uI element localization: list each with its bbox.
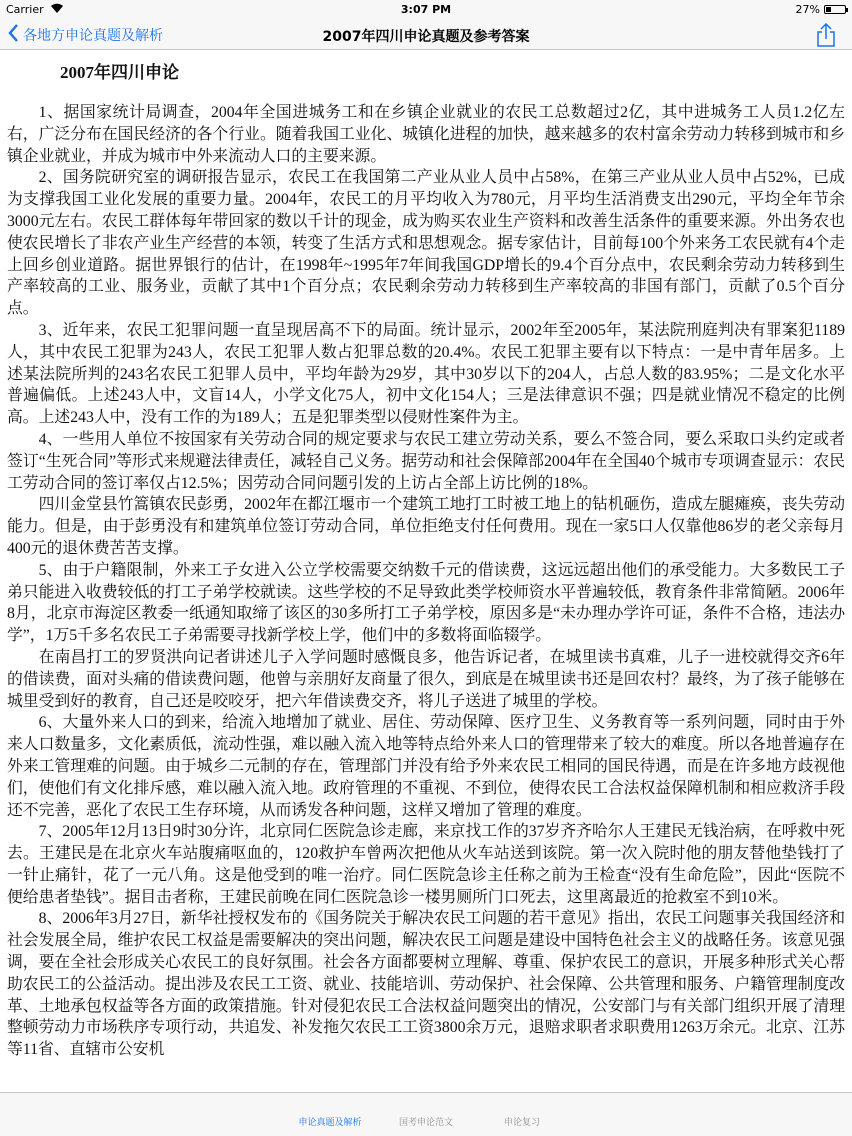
page-title: 2007年四川申论真题及参考答案	[322, 29, 530, 45]
status-time: 3:07 PM	[400, 3, 452, 16]
paragraph: 7、2005年12月13日9时30分许，北京同仁医院急诊走廊，来京找工作的37岁齐齐哈尔人王建民无钱治病，在呼救中死去。王建民是在北京火车站腹痛呕血的，120救护车曾两次把他从火车站送到该院。第一次入院时他的朋友替他垫钱打了一针止痛针，花了一元八角。这是他受到的唯一治疗。同仁医院急诊主任称之前为王检查“没有生命危险”，因此“医院不便给患者垫钱”。据目击者称，王建民前晚在同仁医院急诊一楼男厕所门口死去，这里离最近的抢救室不到10米。	[7, 823, 845, 906]
paragraph: 6、大量外来人口的到来，给流入地增加了就业、居住、劳动保障、医疗卫生、义务教育等一系列问题，同时由于外来人口数量多，文化素质低，流动性强，难以融入流入地等特点给外来人口的管理带来了较大的难度。所以各地普遍存在外来工管理难的问题。由于城乡二元制的存在，管理部门并没有给予外来农民工相同的国民待遇，而是在许多地方歧视他们，使他们有文化排斥感，难以融入流入地。政府管理的不重视、不到位，使得农民工合法权益保障机制和相应救济手段还不完善，恶化了农民工生存环境，从而诱发各种问题，这样又增加了管理的难度。	[7, 714, 845, 819]
share-icon	[816, 23, 836, 47]
document-body	[7, 102, 845, 1061]
status-right	[796, 3, 846, 16]
paragraph: 3、近年来，农民工犯罪问题一直呈现居高不下的局面。统计显示，2002年至2005年，某法院刑庭判决有罪案犯1189人，其中农民工犯罪为243人，农民工犯罪人数占犯罪总数的20.4%。农民工犯罪主要有以下特点：一是中青年居多。上述某法院所判的243名农民工犯罪人员中，平均年龄为29岁，其中30岁以下的204人，占总人数的83.95%；二是文化水平普遍偏低。上述243人中，文盲14人，小学文化75人，初中文化154人；三是法律意识不强；四是就业情况不稳定的比例高。上述243人中，没有工作的为189人；五是犯罪类型以侵财性案件为主。	[7, 321, 845, 427]
battery-fill	[826, 7, 831, 12]
tab-bar	[0, 1092, 852, 1136]
document-view[interactable]	[0, 50, 852, 1092]
share-button[interactable]	[816, 23, 836, 47]
navigation-bar	[0, 20, 852, 50]
paragraph: 1、据国家统计局调查，2004年全国进城务工和在乡镇企业就业的农民工总数超过2亿，其中进城务工人员1.2亿左右，广泛分布在国民经济的各个行业。随着我国工业化、城镇化进程的加快，越来越多的农村富余劳动力转移到城市和乡镇企业就业，并成为城市中外来流动人口的主要来源。	[7, 104, 845, 165]
paragraph: 四川金堂县竹篙镇农民彭勇，2002年在都江堰市一个建筑工地打工时被工地上的钻机砸伤，造成左腿瘫痪，丧失劳动能力。但是，由于彭勇没有和建筑单位签订劳动合同，单位拒绝支付任何费用。现在一家5口人仅靠他86岁的老父亲每月400元的退休费苦苦支撑。	[7, 496, 845, 557]
battery-icon	[824, 5, 846, 14]
carrier-label: Carrier	[6, 3, 44, 16]
tab-item[interactable]: 申论真题及解析	[298, 1118, 362, 1128]
paragraph: 在南昌打工的罗贤洪向记者讲述儿子入学问题时感慨良多，他告诉记者，在城里读书真难，儿子一进校就得交齐6年的借读费，面对头痛的借读费问题，他曾与亲朋好友商量了很久，到底是在城里读书还是回农村？最终，为了孩子能够在城里受到好的教育，自己还是咬咬牙，把六年借读费交齐，将儿子送进了城里的学校。	[7, 648, 845, 710]
paragraph: 2、国务院研究室的调研报告显示，农民工在我国第二产业从业人员中占58%，在第三产业从业人员中占52%，已成为支撑我国工业化发展的重要力量。2004年，农民工的月平均收入为780元，月平均生活消费支出290元，平均全年节余3000元左右。农民工群体每年带回家的数以千计的现金，成为购买农业生产资料和改善生活条件的重要来源。外出务农也使农民增长了非农产业生产经营的本领，转变了生活方式和思想观念。据专家估计，目前每100个外来务工农民就有4个走上回乡创业道路。据世界银行的估计，在1998年~1995年7年间我国GDP增长的9.4个百分点中，农民剩余劳动力转移到生产率较高的工业、服务业，贡献了其中1个百分点；农民剩余劳动力转移到生产率较高的非国有部门，贡献了0.5个百分点。	[7, 169, 845, 318]
tab-item[interactable]: 国考申论范文	[398, 1118, 453, 1128]
back-button-label: 各地方申论真题及解析	[23, 27, 163, 44]
battery-percent: 27%	[795, 3, 820, 16]
paragraph: 5、由于户籍限制，外来工子女进入公立学校需要交纳数千元的借读费，这远远超出他们的承受能力。大多数民工子弟只能进入收费较低的打工子弟学校就读。这些学校的不足导致此类学校师资水平普遍较低，教育条件非常简陋。2006年8月，北京市海淀区教委一纸通知取缔了该区的30多所打工子弟学校，原因多是“未办理办学许可证，条件不合格，违法办学”，1万5千多名农民工子弟需要寻找新学校上学，他们中的多数将面临辍学。	[7, 561, 845, 645]
status-bar	[0, 0, 852, 20]
chevron-left-icon	[8, 24, 19, 45]
back-button[interactable]	[8, 24, 163, 45]
paragraph: 8、2006年3月27日，新华社授权发布的《国务院关于解决农民工问题的若干意见》指出，农民工问题事关我国经济和社会发展全局，维护农民工权益是需要解决的突出问题，解决农民工问题是建设中国特色社会主义的战略任务。该意见强调，要在全社会形成关心农民工的良好氛围。社会各方面都要树立理解、尊重、保护农民工的意识，开展多种形式关心帮助农民工的公益活动。提出涉及农民工工资、就业、技能培训、劳动保护、社会保障、公共管理和服务、户籍管理制度改革、土地承包权益等各方面的政策措施。针对侵犯农民工合法权益问题突出的情况，公安部门与有关部门组织开展了清理整顿劳动力市场秩序专项行动，共追发、补发拖欠农民工工资3800余万元，退赔求职者求职费用1263万余元。北京、江苏等11省、直辖市公安机	[7, 910, 845, 1059]
document-title: 2007年四川申论	[60, 63, 179, 82]
tab-item[interactable]: 申论复习	[503, 1118, 540, 1128]
paragraph: 4、一些用人单位不按国家有关劳动合同的规定要求与农民工建立劳动关系，要么不签合同，要么采取口头约定或者签订“生死合同”等形式来规避法律责任，减轻自己义务。据劳动和社会保障部2004年在全国40个城市专项调查显示：农民工劳动合同的签订率仅占12.5%；因劳动合同问题引发的上访占全部上访比例的18%。	[7, 430, 845, 492]
